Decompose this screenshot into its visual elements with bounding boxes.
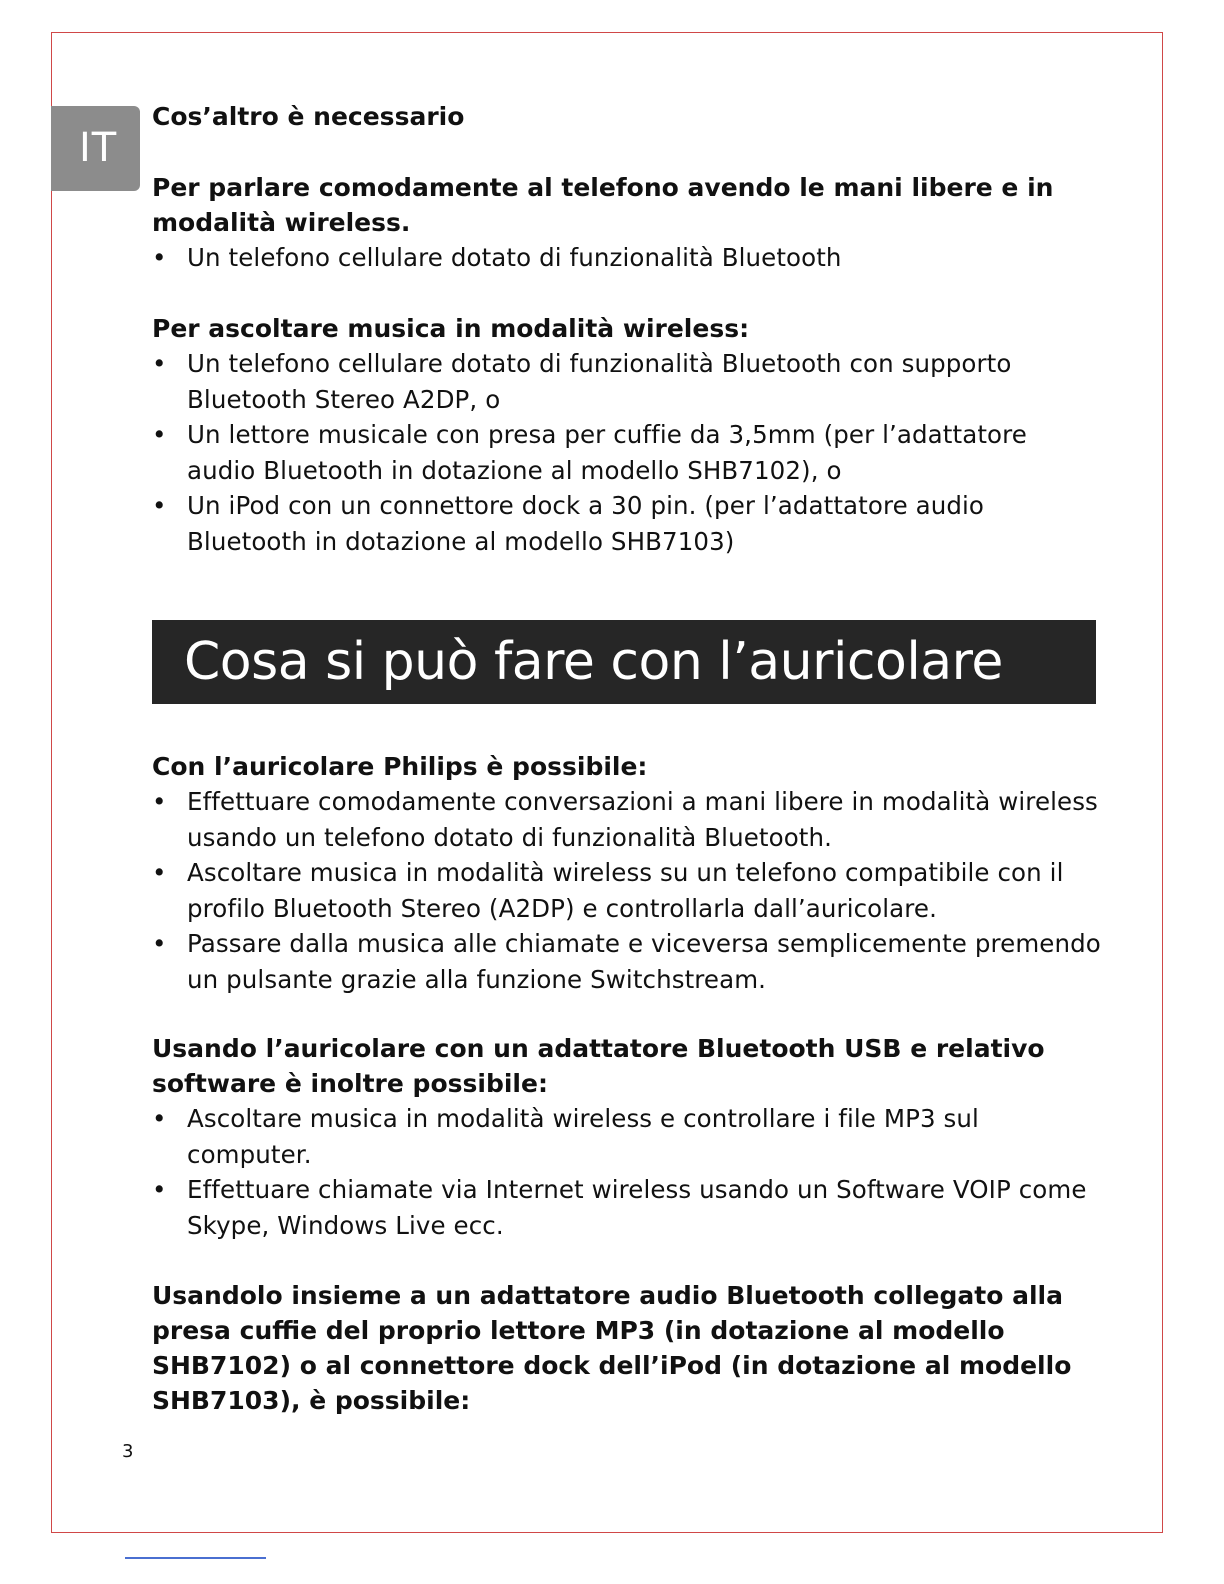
bullet-icon: •	[152, 1175, 167, 1204]
language-tab: IT	[51, 106, 140, 191]
list-item: • Ascoltare musica in modalità wireless su un telefono compatibile con il profilo Bluetooth Stereo (A2DP) e controllarla dall’auricolare.	[152, 855, 1102, 926]
bullet-icon: •	[152, 929, 167, 958]
features-group-usb-adapter	[152, 1031, 1102, 1243]
features-list	[152, 1101, 1102, 1243]
list-item: • Ascoltare musica in modalità wireless e controllare i file MP3 sul computer.	[152, 1101, 1102, 1172]
features-list	[152, 784, 1102, 997]
bullet-icon: •	[152, 787, 167, 816]
bullet-icon: •	[152, 1104, 167, 1133]
features-group-audio-adapter	[152, 1278, 1102, 1418]
requirements-group-music	[152, 311, 1102, 559]
section-heading-what-else-needed	[152, 99, 1102, 134]
decorative-underline	[125, 1557, 266, 1559]
list-item: • Un telefono cellulare dotato di funzionalità Bluetooth con supporto Bluetooth Stereo A2DP, o	[152, 346, 1102, 417]
section-banner-title: Cosa si può fare con l’auricolare	[152, 620, 1096, 704]
requirements-list	[152, 346, 1102, 559]
list-item: • Un telefono cellulare dotato di funzionalità Bluetooth	[152, 240, 1102, 276]
section-heading: Cos’altro è necessario	[152, 102, 465, 131]
list-item: • Passare dalla musica alle chiamate e viceversa semplicemente premendo un pulsante grazie alla funzione Switchstream.	[152, 926, 1102, 997]
bullet-icon: •	[152, 349, 167, 378]
list-item: • Un lettore musicale con presa per cuffie da 3,5mm (per l’adattatore audio Bluetooth in dotazione al modello SHB7102), o	[152, 417, 1102, 488]
group-title: Con l’auricolare Philips è possibile:	[152, 752, 648, 781]
group-title: Usando l’auricolare con un adattatore Bluetooth USB e relativo software è inoltre possibile:	[152, 1034, 1045, 1098]
group-title: Per ascoltare musica in modalità wireless:	[152, 314, 750, 343]
bullet-icon: •	[152, 491, 167, 520]
requirements-list	[152, 240, 1102, 276]
bullet-icon: •	[152, 858, 167, 887]
features-group-headset	[152, 749, 1102, 997]
list-item: • Un iPod con un connettore dock a 30 pin. (per l’adattatore audio Bluetooth in dotazione al modello SHB7103)	[152, 488, 1102, 559]
group-title: Per parlare comodamente al telefono avendo le mani libere e in modalità wireless.	[152, 173, 1054, 237]
bullet-icon: •	[152, 420, 167, 449]
list-item: • Effettuare comodamente conversazioni a mani libere in modalità wireless usando un telefono dotato di funzionalità Bluetooth.	[152, 784, 1102, 855]
page-number: 3	[122, 1441, 134, 1462]
requirements-group-calls	[152, 170, 1102, 276]
bullet-icon: •	[152, 243, 167, 272]
group-title: Usandolo insieme a un adattatore audio Bluetooth collegato alla presa cuffie del proprio lettore MP3 (in dotazione al modello SHB7102) o al connettore dock dell’iPod (in dotazione al modello SHB7103), è possibile:	[152, 1281, 1072, 1415]
list-item: • Effettuare chiamate via Internet wireless usando un Software VOIP come Skype, Windows Live ecc.	[152, 1172, 1102, 1243]
